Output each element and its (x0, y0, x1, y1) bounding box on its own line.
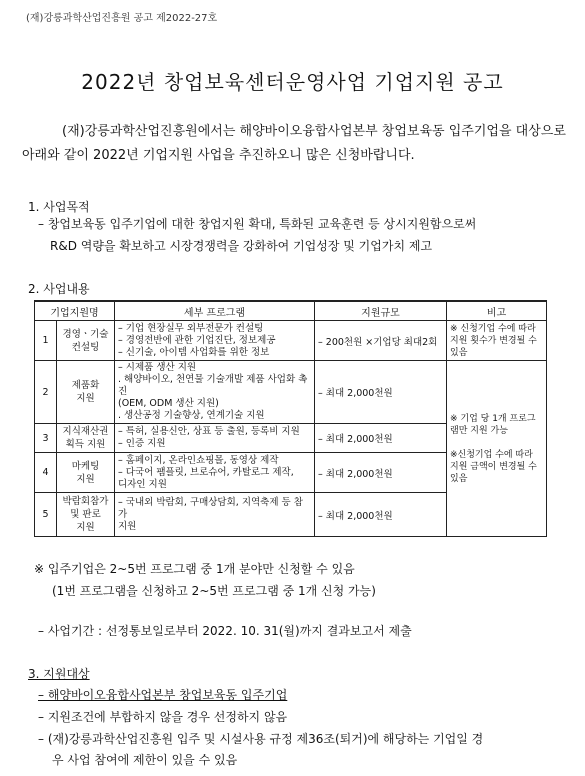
row-number: 3 (35, 424, 57, 453)
description-line: – 특허, 실용신안, 상표 등 출원, 등록비 지원 (118, 426, 300, 437)
description-line: 지원 (118, 520, 137, 532)
row-description (115, 361, 315, 424)
row-category: 제품화 지원 (57, 361, 115, 424)
table-header: 비고 (447, 301, 547, 321)
row-description (115, 453, 315, 493)
description-line: – 기업 현장실무 외부전문가 컨설팅 (118, 322, 264, 334)
row-category: 경영ㆍ기술 컨설팅 (57, 321, 115, 361)
row-description (115, 424, 315, 453)
table-header-row (35, 301, 547, 321)
section-1-line-2: R&D 역량을 확보하고 시장경쟁력을 강화하여 기업성장 및 기업가치 제고 (50, 239, 433, 253)
description-line: . 생산공정 기술향상, 연계기술 지원 (118, 410, 265, 421)
table-row (35, 321, 547, 361)
description-line: – 국내외 박람회, 구매상담회, 지역축제 등 참가 (118, 496, 303, 520)
row-number: 4 (35, 453, 57, 493)
description-line: – 신기술, 아이템 사업화를 위한 정보 (118, 346, 270, 358)
intro-paragraph (22, 120, 567, 168)
row-category: 지식재산권 획득 지원 (57, 424, 115, 453)
section-3-line-3: – (재)강릉과학산업진흥원 입주 및 시설사용 규정 제36조(퇴거)에 해당하는 기업일 경 (38, 732, 484, 746)
section-3-heading-text: 3. 지원대상 (28, 667, 90, 681)
row-description (115, 493, 315, 537)
program-note-2: (1번 프로그램을 신청하고 2~5번 프로그램 중 1개 신청 가능) (52, 584, 376, 598)
section-3-heading (28, 665, 90, 682)
row-number: 5 (35, 493, 57, 537)
description-line: 디자인 지원 (118, 478, 167, 490)
description-line: – 경영전반에 관한 기업진단, 정보제공 (118, 334, 276, 346)
row-number: 1 (35, 321, 57, 361)
table-row (35, 361, 547, 424)
page-title: 2022년 창업보육센터운영사업 기업지원 공고 (81, 70, 504, 94)
row-number: 2 (35, 361, 57, 424)
intro-text: (재)강릉과학산업진흥원에서는 해양바이오융합사업본부 창업보육동 입주기업을 대상으로 아래와 같이 2022년 기업지원 사업을 추진하오니 많은 신청바랍니다. (22, 124, 566, 163)
section-3-line-4: 우 사업 참여에 제한이 있을 수 있음 (52, 753, 238, 767)
program-period: – 사업기간 : 선정통보일로부터 2022. 10. 31(월)까지 결과보고서 제출 (38, 624, 412, 638)
program-table (34, 300, 547, 537)
row-note-group: ※ 기업 당 1개 프로그램만 지원 가능 ※신청기업 수에 따라 지원 금액이 변경될 수 있음 (447, 361, 547, 537)
section-1-line-1: – 창업보육동 입주기업에 대한 창업지원 확대, 특화된 교육훈련 등 상시지원함으로써 (38, 217, 477, 231)
description-line: – 인증 지원 (118, 438, 166, 449)
program-note-1: ※ 입주기업은 2~5번 프로그램 중 1개 분야만 신청할 수 있음 (34, 562, 355, 576)
section-1-heading: 1. 사업목적 (28, 200, 90, 214)
row-description (115, 321, 315, 361)
row-amount: – 최대 2,000천원 (315, 493, 447, 537)
row-category: 마케팅 지원 (57, 453, 115, 493)
section-3-line-1: – 해양바이오융합사업본부 창업보육동 입주기업 (38, 688, 288, 702)
row-amount: – 최대 2,000천원 (315, 361, 447, 424)
table-header: 세부 프로그램 (115, 301, 315, 321)
row-amount: – 200천원 ×기업당 최대2회 (315, 321, 447, 361)
table-header: 기업지원명 (35, 301, 115, 321)
description-line: – 다국어 팸플릿, 브로슈어, 카탈로그 제작, (118, 466, 294, 478)
section-2-heading: 2. 사업내용 (28, 282, 90, 296)
notice-number: (재)강릉과학산업진흥원 공고 제2022-27호 (26, 13, 218, 24)
description-line: . 해양바이오, 천연물 기술개발 제품 사업화 촉진 (118, 374, 308, 397)
description-line: – 시제품 생산 지원 (118, 362, 197, 373)
description-line: – 홈페이지, 온라인쇼핑몰, 동영상 제작 (118, 454, 279, 466)
section-3-line-2: – 지원조건에 부합하지 않을 경우 선정하지 않음 (38, 710, 288, 724)
description-line: (OEM, ODM 생산 지원) (118, 398, 219, 409)
row-note: ※ 신청기업 수에 따라 지원 횟수가 변경될 수 있음 (447, 321, 547, 361)
row-amount: – 최대 2,000천원 (315, 424, 447, 453)
table-header: 지원규모 (315, 301, 447, 321)
row-category: 박람회참가 및 판로 지원 (57, 493, 115, 537)
row-amount: – 최대 2,000천원 (315, 453, 447, 493)
